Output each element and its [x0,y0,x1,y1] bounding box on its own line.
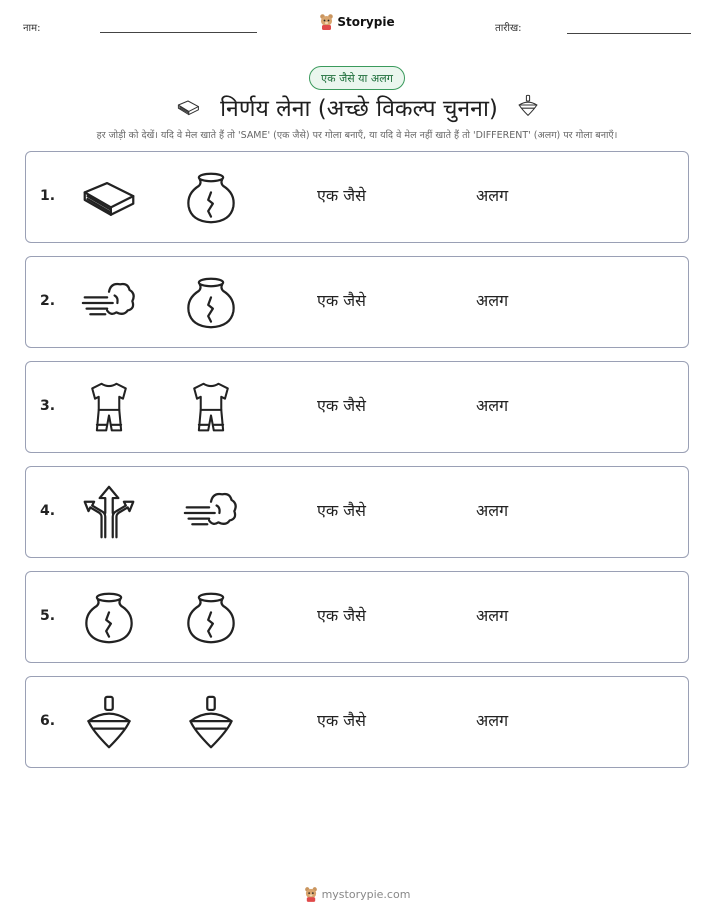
name-line[interactable] [100,32,257,33]
different-option[interactable]: अलग [476,186,509,205]
date-label: तारीख: [495,23,522,34]
fork-arrows-icon [81,485,137,541]
same-option[interactable]: एक जैसे [317,501,366,520]
same-option[interactable]: एक जैसे [317,711,366,730]
name-label: नाम: [23,23,41,34]
question-number: 3. [40,398,56,414]
spinning-top-icon [183,695,239,751]
different-option[interactable]: अलग [476,291,509,310]
clay-pot-icon [183,275,239,331]
same-option[interactable]: एक जैसे [317,186,366,205]
clothes-icon [81,380,137,436]
question-row-2 [25,256,689,348]
same-option[interactable]: एक जैसे [317,396,366,415]
question-row-5 [25,571,689,663]
instructions: हर जोड़ी को देखें। यदि वे मेल खाते हैं तो 'SAME' (एक जैसे) पर गोला बनाएँ, या यदि वे मेल नहीं खाते हैं तो 'DIFFERENT' (अलग) पर गोला बनाएँ। [96,130,618,141]
storypie-logo-icon [319,13,334,30]
title-row [0,90,714,124]
different-option[interactable]: अलग [476,711,509,730]
spinning-top-icon [81,695,137,751]
book-icon [174,93,202,121]
question-row-3 [25,361,689,453]
footer-url: mystorypie.com [321,887,411,901]
different-option[interactable]: अलग [476,606,509,625]
book-icon [81,170,137,226]
wind-gust-icon [183,485,239,541]
clay-pot-icon [183,170,239,226]
topic-badge: एक जैसे या अलग [309,66,405,90]
wind-gust-icon [81,275,137,331]
question-row-4 [25,466,689,558]
question-number: 5. [40,608,56,624]
question-number: 2. [40,293,56,309]
date-line[interactable] [567,33,691,34]
clothes-icon [183,380,239,436]
question-number: 1. [40,188,56,204]
page-title: निर्णय लेना (अच्छे विकल्प चुनना) [220,96,498,122]
question-number: 4. [40,503,56,519]
question-row-6 [25,676,689,768]
question-number: 6. [40,713,56,729]
storypie-logo-icon [304,886,318,902]
spinning-top-icon [516,92,540,122]
same-option[interactable]: एक जैसे [317,606,366,625]
different-option[interactable]: अलग [476,501,509,520]
clay-pot-icon [183,590,239,646]
question-row-1 [25,151,689,243]
footer [0,886,714,902]
different-option[interactable]: अलग [476,396,509,415]
same-option[interactable]: एक जैसे [317,291,366,310]
brand [0,13,714,30]
brand-name: Storypie [337,14,395,29]
clay-pot-icon [81,590,137,646]
